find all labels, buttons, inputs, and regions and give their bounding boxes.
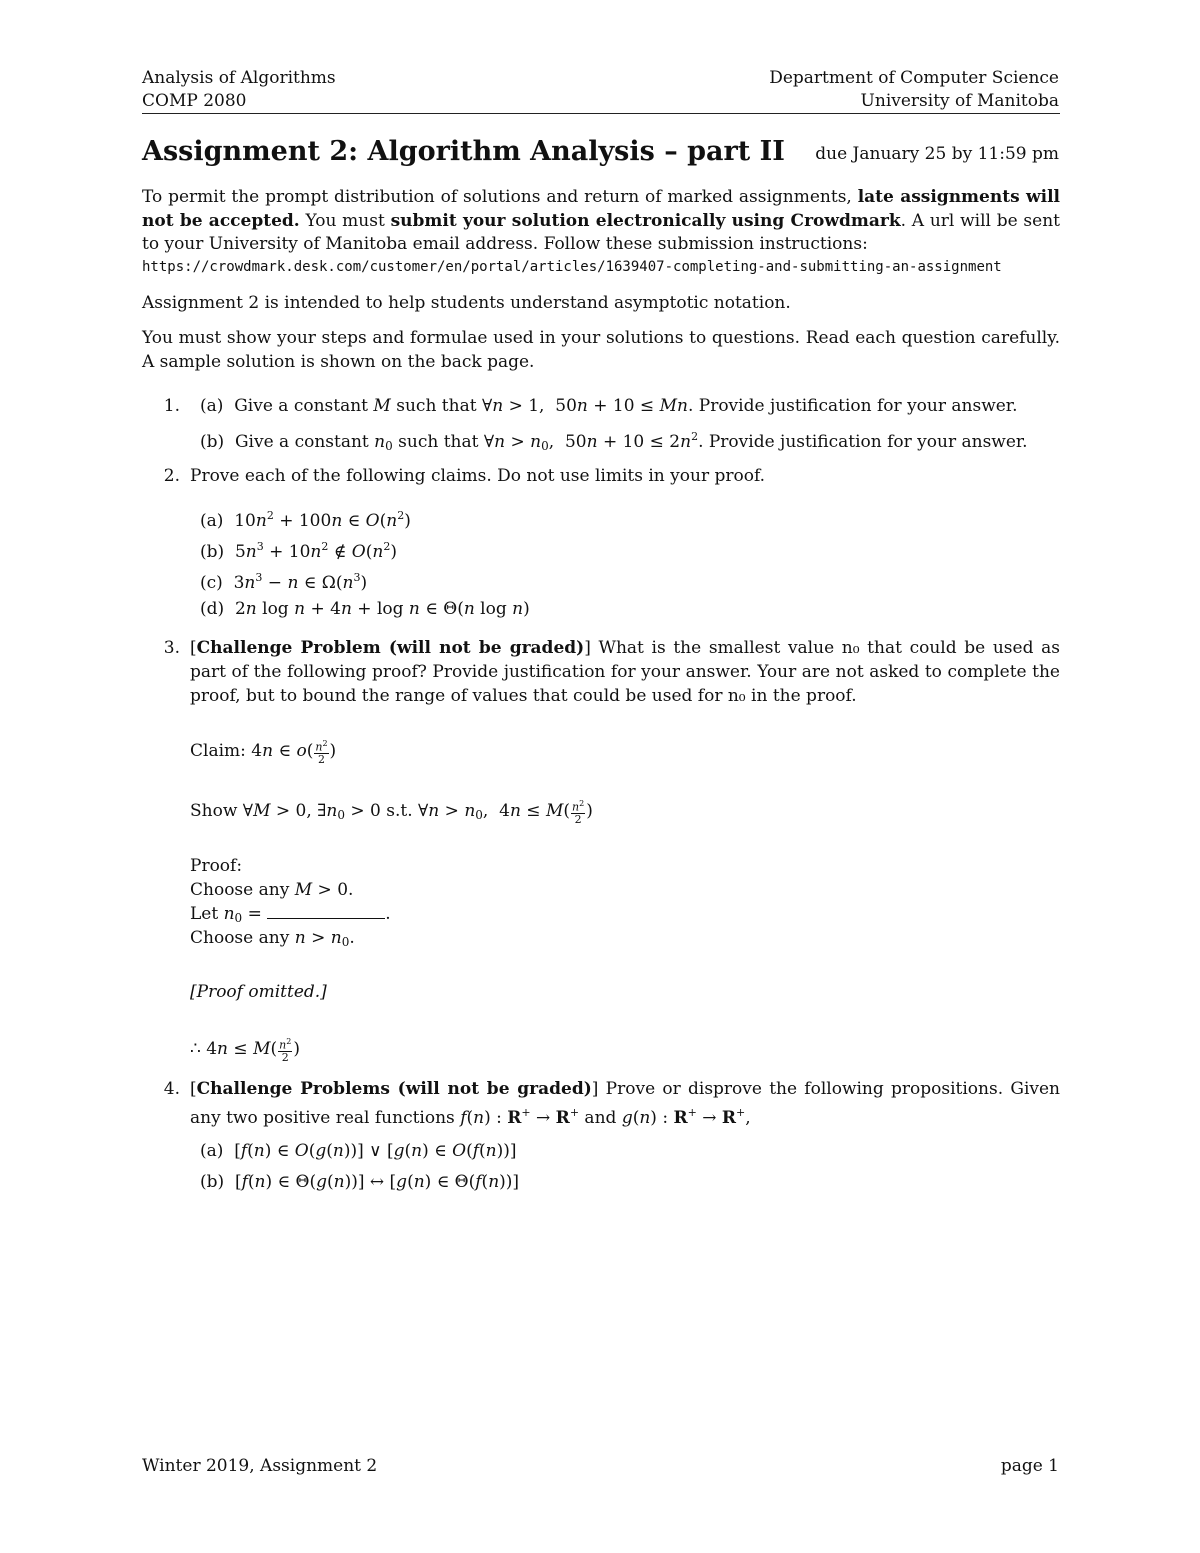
question-4-text: [Challenge Problems (will not be graded)] Prove or disprove the following propositions. Given any two positive real functions f(n) : R+ → R+ and g(n) : R+ → R+,	[190, 1079, 1060, 1128]
question-1a: (a) Give a constant M such that ∀n > 1, 50n + 10 ≤ Mn. Provide justification for your answer.	[200, 396, 1018, 416]
question-3-text: [Challenge Problem (will not be graded)] What is the smallest value n₀ that could be used as part of the following proof? Provide justification for your answer. Your are not asked to complete the proof, but to bound the range of values that could be used for n₀ in the proof.	[190, 638, 1060, 706]
q2a-label: (a)	[200, 511, 224, 531]
late-policy: late assignments will not be accepted.	[142, 187, 1061, 231]
question-1b: (b) Give a constant $n_0$ such that ∀n > $n_0$, $50n + 10 \le 2n^2$. Provide justification for your answer.	[200, 430, 1028, 453]
n0-blank[interactable]	[267, 904, 385, 919]
footer-left: Winter 2019, Assignment 2	[142, 1456, 378, 1476]
question-4-number: 4.	[163, 1079, 180, 1099]
intro-paragraph-3: You must show your steps and formulae used in your solutions to questions. Read each question carefully. A sample solution is shown on the back page.	[142, 328, 1060, 372]
proof-choose-m: Choose any M > 0.	[190, 880, 354, 900]
department: Department of Computer Science	[769, 68, 1059, 88]
question-4a: (a) [f(n) ∈ O(g(n))] ∨ [g(n) ∈ O(f(n))]	[200, 1141, 517, 1161]
due-date: due January 25 by 11:59 pm	[815, 144, 1059, 164]
question-4b: (b) [f(n) ∈ Θ(g(n))] ↔ [g(n) ∈ Θ(f(n))]	[200, 1172, 520, 1192]
choose-n-label: Choose any	[190, 928, 290, 948]
q3-show: Show ∀M > 0, $\exists n_0 > 0$ s.t. ∀n > $n_0$, 4n ≤ M( $\frac{n^2}{2}$ )	[190, 799, 593, 826]
let-label: Let	[190, 904, 219, 924]
intro-paragraph-2: Assignment 2 is intended to help students understand asymptotic notation.	[142, 293, 791, 313]
q4a-label: (a)	[200, 1141, 224, 1161]
proof-label: Proof:	[190, 856, 243, 876]
q3-claim: Claim: 4n ∈ o( $\frac{n^2}{2}$ )	[190, 739, 337, 766]
q2c-label: (c)	[200, 573, 223, 593]
proof-let-n0: Let $n_0$ = .	[190, 904, 391, 925]
intro-text-2: You must	[305, 210, 385, 231]
question-2-text: Prove each of the following claims. Do not use limits in your proof.	[190, 466, 766, 486]
q2b-label: (b)	[200, 542, 225, 562]
crowdmark-instruction: submit your solution electronically using Crowdmark	[390, 210, 901, 231]
q4b-label: (b)	[200, 1172, 225, 1192]
proof-omitted: [Proof omitted.]	[190, 982, 327, 1002]
show-label: Show	[190, 800, 238, 821]
instructions-url[interactable]: https://crowdmark.desk.com/customer/en/portal/articles/1639407-completing-and-submitting-an-assignment	[142, 259, 1002, 275]
question-3-number: 3.	[163, 638, 180, 658]
question-1-number: 1.	[163, 396, 180, 416]
page-number: page 1	[1000, 1456, 1059, 1476]
question-2a: (a) $10n^2 + 100n$ ∈ $O(n^2)$	[200, 509, 411, 531]
submission-paragraph	[142, 186, 1060, 257]
q3-challenge-label: Challenge Problem (will not be graded)	[196, 638, 585, 658]
question-2-number: 2.	[163, 466, 180, 486]
intro-text-3: . A url will be sent to your University of Manitoba email address. Follow these submission instructions:	[142, 210, 1060, 254]
header-rule	[142, 113, 1060, 114]
q4-body: Prove or disprove the following propositions. Given any two positive real functions	[190, 1079, 1060, 1128]
proof-choose-n: Choose any $n > n_0$.	[190, 928, 355, 949]
university: University of Manitoba	[860, 91, 1059, 111]
q2d-label: (d)	[200, 599, 225, 619]
assignment-title: Assignment 2: Algorithm Analysis – part II	[142, 136, 785, 167]
choose-m-label: Choose any	[190, 880, 290, 900]
course-code: COMP 2080	[142, 91, 247, 111]
question-2d: (d) 2n log n + 4n + log n ∈ Θ(n log n)	[200, 599, 530, 619]
course-name: Analysis of Algorithms	[142, 68, 336, 88]
proof-conclusion: ∴ 4n ≤ M( $\frac{n^2}{2}$ )	[190, 1037, 300, 1064]
claim-label: Claim:	[190, 740, 246, 761]
question-2b: (b) $5n^3 + 10n^2$ ∉ $O(n^2)$	[200, 540, 397, 562]
q4-challenge-label: Challenge Problems (will not be graded)	[196, 1079, 592, 1099]
q1a-label: (a)	[200, 396, 224, 416]
q3-body: What is the smallest value n₀ that could be used as part of the following proof? Provide justification for your answer. Your are not asked to complete the proof, but to bound the range of values that could be used for n₀ in the proof.	[190, 638, 1060, 706]
q1b-label: (b)	[200, 432, 225, 452]
question-2c: (c) $3n^3 - n$ ∈ $\Omega(n^3)$	[200, 571, 368, 593]
intro-text-1: To permit the prompt distribution of solutions and return of marked assignments,	[142, 187, 852, 207]
